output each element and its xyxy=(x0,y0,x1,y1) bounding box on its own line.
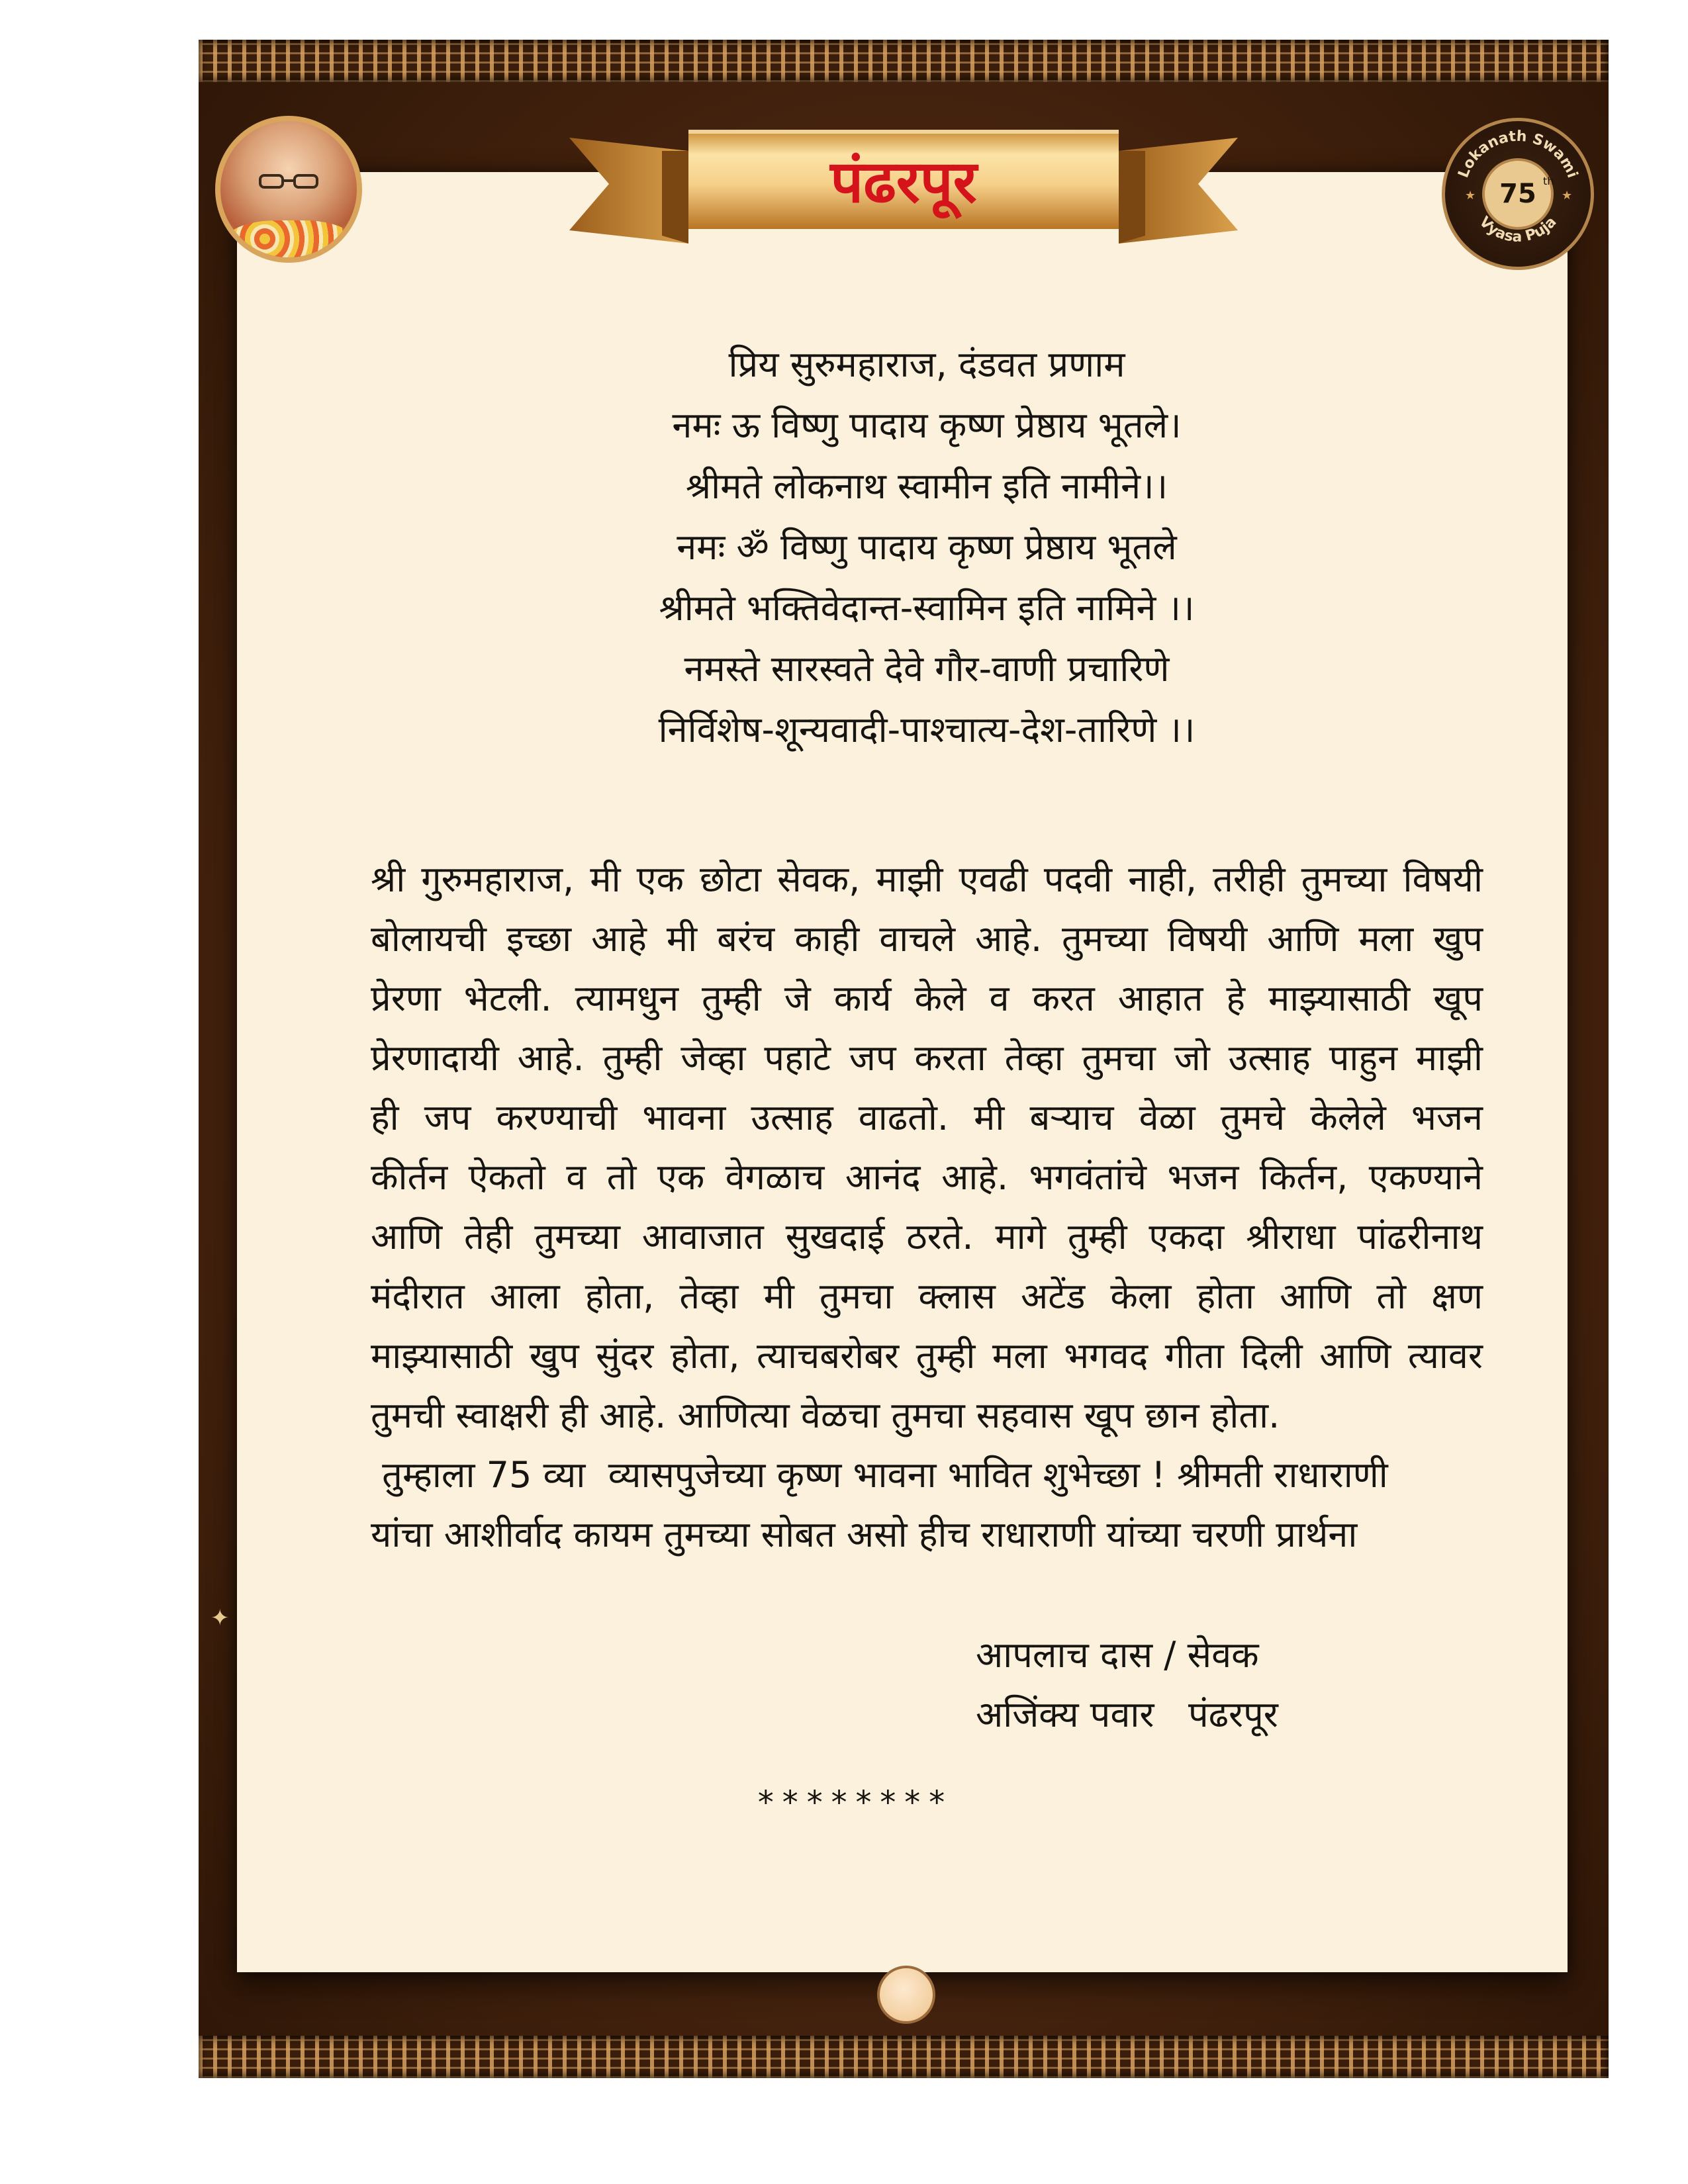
bottom-medallion-icon xyxy=(877,1966,935,2024)
closing-line: यांचा आशीर्वाद कायम तुमच्या सोबत असो हीच राधाराणी यांच्या चरणी प्रार्थना xyxy=(371,1514,1358,1555)
badge-ring-top: Lokanath Swami xyxy=(1455,128,1581,181)
verse-line: श्रीमते भक्तिवेदान्त-स्वामिन इति नामिने ।। xyxy=(659,587,1195,629)
page-title: पंढरपूर xyxy=(830,148,977,216)
badge-number: 75 xyxy=(1499,179,1536,209)
letter-body xyxy=(371,850,1483,1445)
body-line: तुमची स्वाक्षरी ही आहे. आणित्या वेळचा तुमचा सहवास खूप छान होता. xyxy=(371,1394,1280,1436)
signature-line-1: आपलाच दास / सेवक xyxy=(976,1634,1259,1676)
closing-line: तुम्हाला 75 व्या व्यासपुजेच्या कृष्ण भावना भावित शुभेच्छा ! श्रीमती राधाराणी xyxy=(371,1454,1388,1496)
verse-line: प्रिय सुरुमहाराज, दंडवत प्रणाम xyxy=(728,343,1125,385)
verses-block xyxy=(371,334,1483,760)
verse-line: नमस्ते सारस्वते देवे गौर-वाणी प्रचारिणे xyxy=(684,648,1170,690)
title-banner xyxy=(569,111,1238,270)
body-line: मंदीरात आला होता, तेव्हा मी तुमचा क्लास अटेंड केला होता आणि तो क्षण xyxy=(371,1275,1483,1317)
body-line: आणि तेही तुमच्या आवाजात सुखदाई ठरते. मागे तुम्ही एकदा श्रीराधा पांढरीनाथ xyxy=(371,1216,1483,1257)
verse-line: श्रीमते लोकनाथ स्वामीन इति नामीने।। xyxy=(685,465,1168,507)
avatar xyxy=(215,116,362,263)
glasses-icon xyxy=(259,173,318,190)
badge-ring-bottom: Vyasa Puja xyxy=(1476,213,1560,246)
body-line: श्री गुरुमहाराज, मी एक छोटा सेवक, माझी एवढी पदवी नाही, तरीही तुमच्या विषयी xyxy=(371,858,1483,900)
body-line: प्रेरणा भेटली. त्यामधुन तुम्ही जे कार्य केले व करत आहात हे माझ्यासाठी खूप xyxy=(371,978,1483,1019)
verse-line: नमः ऊ विष्णु पादाय कृष्ण प्रेष्ठाय भूतले। xyxy=(672,404,1182,446)
signature-block xyxy=(976,1625,1483,1745)
closing-wishes xyxy=(371,1445,1483,1565)
body-line: माझ्यासाठी खुप सुंदर होता, त्याचबरोबर तुम्ही मला भगवद गीता दिली आणि त्यावर xyxy=(371,1335,1483,1377)
badge-suffix: th xyxy=(1543,175,1554,187)
svg-text:★: ★ xyxy=(1562,189,1573,203)
garland-icon xyxy=(227,220,353,263)
ornamental-border-bottom xyxy=(199,2036,1609,2078)
letter-content xyxy=(371,334,1483,1821)
svg-text:★: ★ xyxy=(1465,189,1476,203)
separator-stars: ******** xyxy=(756,1784,952,1821)
body-line: कीर्तन ऐकतो व तो एक वेगळाच आनंद आहे. भगवंतांचे भजन किर्तन, एकण्याने xyxy=(371,1156,1483,1198)
body-line: ही जप करण्याची भावना उत्साह वाढतो. मी बऱ्याच वेळा तुमचे केलेले भजन xyxy=(371,1097,1483,1138)
sparkle-icon: ✦ xyxy=(211,1605,230,1631)
signature-line-2: अजिंक्य पवार पंढरपूर xyxy=(976,1694,1278,1735)
body-line: बोलायची इच्छा आहे मी बरंच काही वाचले आहे. तुमच्या विषयी आणि मला खुप xyxy=(371,918,1483,960)
anniversary-badge xyxy=(1442,118,1594,270)
verse-line: निर्विशेष-शून्यवादी-पाश्चात्य-देश-तारिणे ।। xyxy=(658,709,1196,751)
ornamental-border-top xyxy=(199,40,1609,82)
body-line: प्रेरणादायी आहे. तुम्ही जेव्हा पहाटे जप करता तेव्हा तुमचा जो उत्साह पाहुन माझी xyxy=(371,1037,1483,1079)
verse-line: नमः ॐ विष्णु पादाय कृष्ण प्रेष्ठाय भूतले xyxy=(677,526,1177,568)
